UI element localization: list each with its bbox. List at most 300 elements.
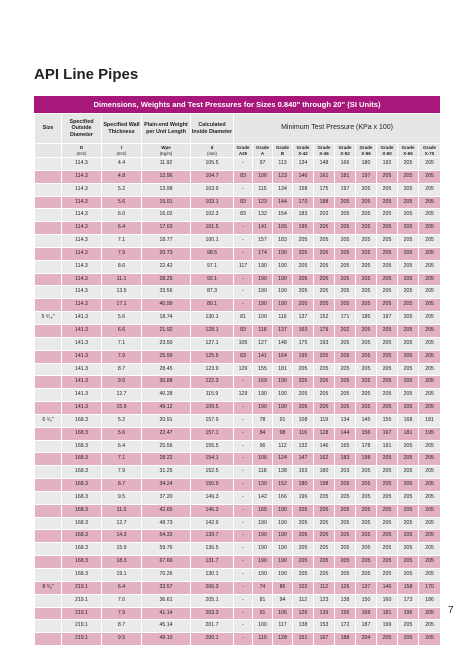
table-cell: 190 <box>273 569 293 582</box>
table-cell: 192 <box>377 158 398 171</box>
table-cell: 168.3 <box>62 530 102 543</box>
table-cell: 78 <box>253 414 273 427</box>
table-cell: 205 <box>293 402 314 415</box>
table-cell: 205 <box>314 235 335 248</box>
table-cell: 190 <box>253 286 273 299</box>
table-cell: 205 <box>314 376 335 389</box>
table-cell: 205 <box>377 453 398 466</box>
table-cell: 205 <box>335 504 356 517</box>
table-row <box>35 517 441 530</box>
table-cell: 205 <box>314 286 335 299</box>
table-cell: - <box>234 556 253 569</box>
table-cell: 28.25 <box>142 273 191 286</box>
table-cell: 155.5 <box>191 440 234 453</box>
table-cell: 170 <box>419 581 441 594</box>
table-cell: 190 <box>253 569 273 582</box>
table-cell: 205 <box>419 247 441 260</box>
table-cell: 154 <box>273 209 293 222</box>
table-cell: 190 <box>273 273 293 286</box>
table-cell: 205 <box>398 389 419 402</box>
subheader-label: D <box>79 145 84 150</box>
table-cell: 190 <box>273 286 293 299</box>
table-cell <box>35 260 62 273</box>
table-cell: 137 <box>293 312 314 325</box>
table-cell: 190 <box>273 376 293 389</box>
table-cell: 205 <box>356 324 377 337</box>
subheader-label: Grade <box>255 145 269 150</box>
table-cell: 205 <box>293 273 314 286</box>
table-cell: 183 <box>273 235 293 248</box>
table-row <box>35 402 441 415</box>
table-cell: 168.3 <box>62 569 102 582</box>
table-cell: 205 <box>356 479 377 492</box>
table-cell <box>35 235 62 248</box>
table-cell: 7.0 <box>102 594 142 607</box>
table-cell: 205 <box>398 312 419 325</box>
table-cell: 152 <box>314 312 335 325</box>
table-row <box>35 543 441 556</box>
table-cell: 146 <box>293 170 314 183</box>
table-cell: 190 <box>253 299 273 312</box>
table-cell: 127.1 <box>191 337 234 350</box>
table-cell: 167 <box>377 427 398 440</box>
table-cell: 123 <box>273 170 293 183</box>
table-cell: 142 <box>253 491 273 504</box>
table-cell: 205 <box>335 222 356 235</box>
table-cell <box>35 543 62 556</box>
table-cell: 144 <box>273 196 293 209</box>
table-cell: 117 <box>273 620 293 633</box>
table-row <box>35 620 441 633</box>
table-cell: 205 <box>398 569 419 582</box>
inside-diameter-header: Calculated Inside Diameter <box>191 114 234 144</box>
subheader-cell <box>356 144 377 158</box>
table-cell: 205 <box>419 569 441 582</box>
table-cell: 205 <box>314 260 335 273</box>
table-cell: 205 <box>377 402 398 415</box>
table-row <box>35 440 441 453</box>
table-cell <box>35 504 62 517</box>
table-cell: 141.3 <box>62 363 102 376</box>
table-cell: 205 <box>398 453 419 466</box>
table-cell: 205 <box>377 504 398 517</box>
table-cell: 174 <box>253 247 273 260</box>
table-cell: - <box>234 607 253 620</box>
table-cell: 141.3 <box>62 350 102 363</box>
table-cell <box>35 427 62 440</box>
table-cell: 146 <box>377 581 398 594</box>
table-cell: 205 <box>293 530 314 543</box>
table-cell: 161 <box>314 170 335 183</box>
table-cell: 205 <box>356 376 377 389</box>
table-row <box>35 209 441 222</box>
table-cell: 205 <box>314 504 335 517</box>
table-cell <box>35 324 62 337</box>
table-cell: 30.88 <box>142 376 191 389</box>
table-cell: 172 <box>335 620 356 633</box>
table-cell: - <box>234 479 253 492</box>
subheader-label: Grade <box>317 145 331 150</box>
table-cell: 205 <box>377 543 398 556</box>
table-cell: 34.24 <box>142 479 191 492</box>
table-cell: 190 <box>253 389 273 402</box>
table-row <box>35 324 441 337</box>
table-cell: 22.47 <box>142 427 191 440</box>
table-cell: 188 <box>314 196 335 209</box>
table-cell: 205 <box>398 440 419 453</box>
page-number: 7 <box>448 605 454 616</box>
table-cell: 205 <box>314 299 335 312</box>
subheader-row <box>35 144 441 158</box>
table-cell: 110 <box>253 633 273 646</box>
table-cell: 7.1 <box>102 337 142 350</box>
table-cell: 196 <box>398 607 419 620</box>
table-cell: 163 <box>293 466 314 479</box>
min-test-pressure-header: Minimum Test Pressure (KPa x 100) <box>234 114 441 144</box>
table-row <box>35 337 441 350</box>
table-cell: 114.3 <box>62 260 102 273</box>
table-cell: 146.3 <box>191 504 234 517</box>
subheader-cell <box>102 144 142 158</box>
table-cell: 200.1 <box>191 633 234 646</box>
table-cell: 14.3 <box>102 530 142 543</box>
table-cell: 205 <box>419 517 441 530</box>
table-cell: 11.1 <box>102 273 142 286</box>
table-cell: 114.3 <box>62 170 102 183</box>
table-cell: 205 <box>398 504 419 517</box>
table-cell: 5.2 <box>102 183 142 196</box>
table-cell: - <box>234 273 253 286</box>
table-cell: 205 <box>335 209 356 222</box>
subheader-cell <box>234 144 253 158</box>
table-cell: 169 <box>356 607 377 620</box>
table-cell: 130 <box>253 479 273 492</box>
table-cell: 205 <box>377 183 398 196</box>
table-cell: 193 <box>314 337 335 350</box>
table-cell: 84 <box>253 427 273 440</box>
table-cell: 123 <box>253 196 273 209</box>
table-cell: 164 <box>273 350 293 363</box>
table-cell: 205 <box>335 299 356 312</box>
table-cell: 137 <box>273 324 293 337</box>
table-cell: 94 <box>273 594 293 607</box>
table-cell: 168.3 <box>62 453 102 466</box>
subheader-unit: X-60 <box>382 150 392 156</box>
table-cell: 205 <box>293 556 314 569</box>
table-cell: 205 <box>398 260 419 273</box>
table-cell: 205 <box>335 363 356 376</box>
table-cell: 205 <box>335 569 356 582</box>
table-cell: 205 <box>419 222 441 235</box>
table-cell: 204 <box>356 633 377 646</box>
table-cell: 205 <box>314 517 335 530</box>
table-cell: 13.98 <box>142 183 191 196</box>
table-cell: 157 <box>253 235 273 248</box>
table-cell <box>35 607 62 620</box>
table-cell: 141.3 <box>62 376 102 389</box>
table-cell: 122.3 <box>191 376 234 389</box>
subheader-label: Grade <box>401 145 415 150</box>
table-cell: 202 <box>335 324 356 337</box>
table-cell <box>35 491 62 504</box>
table-cell: 168.3 <box>62 504 102 517</box>
table-cell: 166 <box>335 158 356 171</box>
table-cell: 205 <box>419 376 441 389</box>
table-cell <box>35 247 62 260</box>
table-cell: 145 <box>356 414 377 427</box>
table-cell: 190 <box>273 260 293 273</box>
table-cell: 139 <box>314 607 335 620</box>
table-cell: 119 <box>314 414 335 427</box>
table-cell: 23.50 <box>142 337 191 350</box>
table-row <box>35 607 441 620</box>
table-cell: 205 <box>398 402 419 415</box>
table-cell: 205 <box>335 337 356 350</box>
table-cell: 5 ⁹⁄₁₆" <box>35 312 62 325</box>
table-cell: 83 <box>234 170 253 183</box>
table-cell: 141 <box>253 222 273 235</box>
table-cell: 154.1 <box>191 453 234 466</box>
table-cell: 16.02 <box>142 209 191 222</box>
table-cell: 12.7 <box>102 517 142 530</box>
table-cell: - <box>234 453 253 466</box>
table-cell: 180 <box>356 158 377 171</box>
header-row <box>35 114 441 144</box>
table-cell <box>35 273 62 286</box>
table-cell: 205 <box>377 337 398 350</box>
table-cell: 219.1 <box>62 620 102 633</box>
table-cell: 205 <box>377 222 398 235</box>
table-cell: 15.9 <box>102 543 142 556</box>
table-cell: 190 <box>273 543 293 556</box>
table-cell: 205 <box>377 286 398 299</box>
page-title: API Line Pipes <box>34 66 139 83</box>
table-cell: 112 <box>314 581 335 594</box>
subheader-cell <box>191 144 234 158</box>
table-cell: 195 <box>293 222 314 235</box>
table-cell: 83 <box>234 196 253 209</box>
weight-header: Plain-end Weight per Unit Length <box>142 114 191 144</box>
wall-thickness-header: Specified Wall Thickness <box>102 114 142 144</box>
table-cell: 190 <box>273 402 293 415</box>
table-cell: 190 <box>273 556 293 569</box>
subheader-cell <box>398 144 419 158</box>
table-cell: 148 <box>273 337 293 350</box>
table-cell: 205 <box>419 633 441 646</box>
table-cell: 148 <box>314 158 335 171</box>
table-cell: 114.3 <box>62 183 102 196</box>
table-cell: 101.5 <box>191 222 234 235</box>
table-cell: 80.1 <box>191 299 234 312</box>
table-cell: 179 <box>314 324 335 337</box>
table-cell: 17.03 <box>142 222 191 235</box>
table-cell: 8.7 <box>102 479 142 492</box>
table-cell: 205 <box>419 556 441 569</box>
table-cell: 36.61 <box>142 594 191 607</box>
table-cell: 168.3 <box>62 556 102 569</box>
table-cell: 9.5 <box>102 376 142 389</box>
table-row <box>35 427 441 440</box>
table-row <box>35 556 441 569</box>
table-cell: 6.4 <box>102 581 142 594</box>
table-cell: 128.1 <box>191 324 234 337</box>
table-cell: 178 <box>356 440 377 453</box>
table-cell: 205 <box>293 389 314 402</box>
subheader-label: Grade <box>359 145 373 150</box>
table-cell: 205 <box>356 363 377 376</box>
table-cell: 205 <box>335 286 356 299</box>
table-cell: 205 <box>377 517 398 530</box>
table-cell: 205 <box>398 158 419 171</box>
subheader-cell-empty <box>35 144 62 158</box>
table-cell: 205 <box>377 209 398 222</box>
table-cell: 190 <box>273 247 293 260</box>
table-cell: 205 <box>398 337 419 350</box>
table-cell: 205 <box>419 440 441 453</box>
table-cell: 5.6 <box>102 196 142 209</box>
table-cell: 137 <box>356 581 377 594</box>
table-cell: 54.32 <box>142 530 191 543</box>
table-cell: 42.65 <box>142 504 191 517</box>
table-cell: 149.3 <box>191 491 234 504</box>
table-cell: 205 <box>419 389 441 402</box>
table-cell: 132 <box>293 440 314 453</box>
table-cell: 205 <box>398 363 419 376</box>
table-cell: 33.56 <box>142 286 191 299</box>
table-cell: 7.1 <box>102 453 142 466</box>
table-cell: 205 <box>377 170 398 183</box>
table-cell: 205 <box>314 222 335 235</box>
subheader-cell <box>253 144 273 158</box>
table-cell: 49.10 <box>142 633 191 646</box>
table-cell: 83 <box>234 324 253 337</box>
table-cell: 115.9 <box>191 389 234 402</box>
table-cell: 187 <box>356 620 377 633</box>
table-cell: 205 <box>377 324 398 337</box>
table-cell: 205 <box>377 363 398 376</box>
table-cell: 205 <box>377 260 398 273</box>
table-cell: 17.1 <box>102 299 142 312</box>
table-cell: 205 <box>314 491 335 504</box>
subheader-cell <box>314 144 335 158</box>
table-cell: 7.9 <box>102 350 142 363</box>
table-cell: 205 <box>419 324 441 337</box>
table-cell: 205 <box>356 222 377 235</box>
table-cell: 175 <box>293 337 314 350</box>
table-cell: 205 <box>377 376 398 389</box>
table-cell: 100 <box>253 620 273 633</box>
table-cell: 190 <box>253 402 273 415</box>
table-cell: 6.6 <box>102 324 142 337</box>
table-cell: 205 <box>398 517 419 530</box>
table-cell: 205 <box>419 504 441 517</box>
table-cell <box>35 620 62 633</box>
table-cell: 7.1 <box>102 235 142 248</box>
table-cell: 114.3 <box>62 299 102 312</box>
table-row <box>35 581 441 594</box>
table-row <box>35 260 441 273</box>
subheader-unit: (Kg/m) <box>159 150 173 156</box>
table-cell: 175 <box>314 183 335 196</box>
subheader-cell <box>335 144 356 158</box>
table-cell: 127 <box>253 337 273 350</box>
table-cell: 190 <box>253 273 273 286</box>
table-cell: 180 <box>293 479 314 492</box>
subheader-cell <box>62 144 102 158</box>
table-cell: 173 <box>398 594 419 607</box>
table-cell <box>35 466 62 479</box>
table-cell: 197 <box>356 170 377 183</box>
subheader-label: Grade <box>380 145 394 150</box>
table-cell: 205 <box>398 286 419 299</box>
table-cell: 205 <box>398 299 419 312</box>
table-cell: - <box>234 222 253 235</box>
table-cell: 197 <box>335 183 356 196</box>
table-cell: 129 <box>234 389 253 402</box>
table-cell: 205 <box>314 569 335 582</box>
table-cell: 205 <box>377 633 398 646</box>
table-cell: 205 <box>398 466 419 479</box>
table-cell: 114.3 <box>62 196 102 209</box>
table-cell: 83 <box>234 350 253 363</box>
table-cell: 205 <box>335 196 356 209</box>
table-cell: 103.9 <box>191 183 234 196</box>
table-cell: 190 <box>273 504 293 517</box>
table-cell: 168.3 <box>62 427 102 440</box>
table-cell: 185 <box>356 312 377 325</box>
table-cell: 205 <box>314 556 335 569</box>
table-cell: - <box>234 633 253 646</box>
subheader-unit: B <box>280 150 285 156</box>
table-cell: 205 <box>356 235 377 248</box>
table-cell: 205 <box>377 196 398 209</box>
table-cell: 205 <box>356 517 377 530</box>
table-cell: 165 <box>253 504 273 517</box>
table-cell: 205 <box>377 569 398 582</box>
table-cell: 205 <box>398 222 419 235</box>
table-row <box>35 158 441 171</box>
table-cell: 205 <box>377 350 398 363</box>
table-cell: - <box>234 594 253 607</box>
table-cell: - <box>234 414 253 427</box>
table-cell: 205 <box>335 260 356 273</box>
table-row <box>35 479 441 492</box>
table-cell: 205 <box>293 569 314 582</box>
subheader-label: Grade <box>296 145 310 150</box>
table-cell: 141.3 <box>62 389 102 402</box>
table-cell: 48.73 <box>142 517 191 530</box>
table-cell: 126 <box>335 581 356 594</box>
table-cell: 112 <box>273 440 293 453</box>
table-cell <box>35 363 62 376</box>
table-cell: 105 <box>234 337 253 350</box>
table-body <box>35 158 441 646</box>
table-cell: 205 <box>356 337 377 350</box>
table-cell: 112 <box>293 594 314 607</box>
table-cell <box>35 376 62 389</box>
table-cell: 6.4 <box>102 222 142 235</box>
table-cell: 49.12 <box>142 402 191 415</box>
table-cell: 114.3 <box>62 273 102 286</box>
table-cell: 168.3 <box>62 414 102 427</box>
table-cell: 190 <box>253 556 273 569</box>
table-cell: 141.3 <box>62 402 102 415</box>
table-cell: 205 <box>293 543 314 556</box>
table-cell: 196 <box>293 491 314 504</box>
table-cell: 205 <box>293 376 314 389</box>
subheader-unit: X-65 <box>403 150 413 156</box>
subheader-unit: A25 <box>238 150 248 156</box>
